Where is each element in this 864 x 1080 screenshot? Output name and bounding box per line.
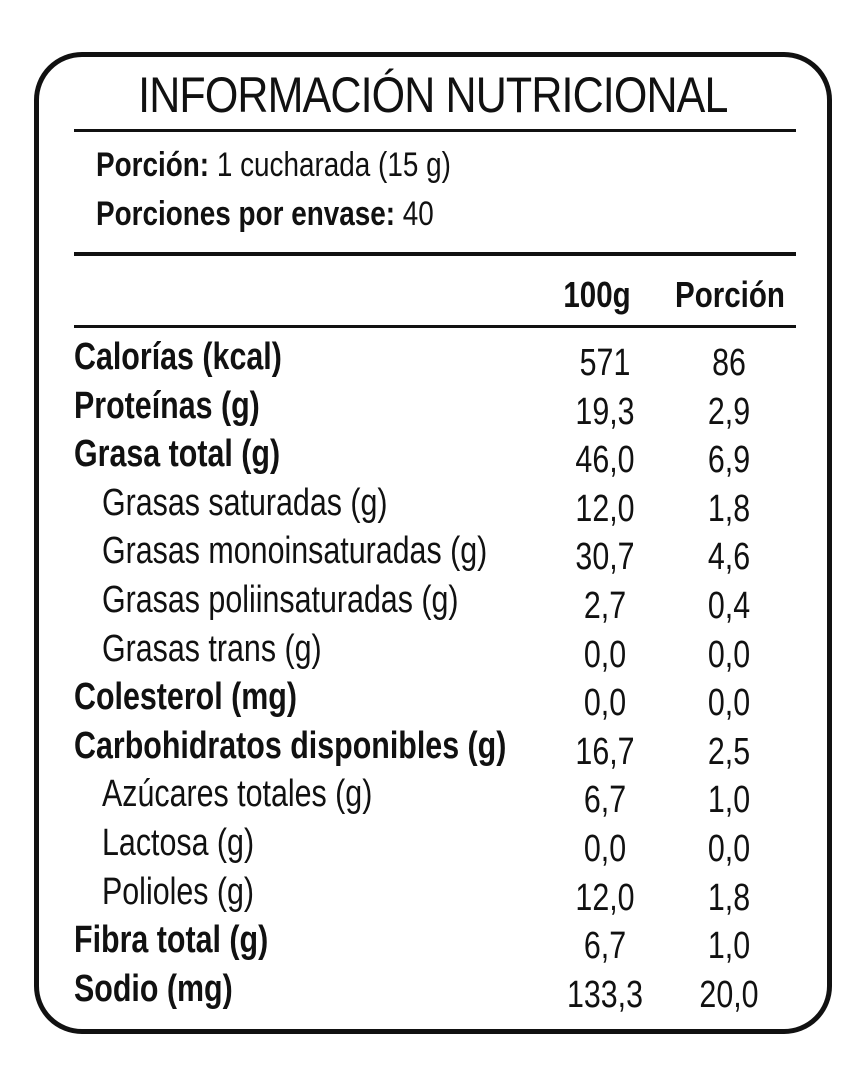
nutrient-row-lactose — [0, 820, 864, 869]
nutrient-row-protein — [0, 383, 864, 432]
nutrient-value-per-portion: 6,9 — [707, 439, 751, 482]
nutrient-value-per-100g: 12,0 — [575, 876, 635, 919]
nutrient-name: Azúcares totales (g) — [102, 773, 373, 816]
nutrient-row-total-fiber — [0, 917, 864, 966]
nutrient-row-calories — [0, 334, 864, 383]
nutrient-row-monounsaturated-fat — [0, 528, 864, 577]
nutrient-value-per-100g: 0,0 — [583, 827, 627, 870]
nutrient-value-per-100g: 16,7 — [575, 730, 635, 773]
nutrient-name: Lactosa (g) — [102, 821, 255, 864]
serving-size-label: Porción: — [96, 146, 210, 184]
nutrient-row-sodium — [0, 966, 864, 1015]
servings-per-container-value: 40 — [402, 195, 434, 233]
nutrient-name: Grasas poliinsaturadas (g) — [102, 578, 459, 621]
nutrient-value-per-portion: 1,8 — [707, 487, 751, 530]
nutrient-row-total-sugars — [0, 771, 864, 820]
nutrient-name: Proteínas (g) — [74, 384, 260, 427]
nutrient-value-per-100g: 6,7 — [583, 779, 627, 822]
nutrient-row-available-carbohydrates — [0, 723, 864, 772]
nutrient-name: Grasas trans (g) — [102, 627, 322, 670]
column-header-per-portion: Porción — [675, 274, 785, 315]
nutrient-row-polyunsaturated-fat — [0, 577, 864, 626]
nutrient-name: Grasa total (g) — [74, 433, 281, 476]
nutrient-value-per-portion: 1,0 — [707, 925, 751, 968]
nutrient-table — [0, 334, 864, 1014]
nutrient-value-per-portion: 0,0 — [707, 827, 751, 870]
nutrient-value-per-100g: 0,0 — [583, 633, 627, 676]
nutrient-row-cholesterol — [0, 674, 864, 723]
nutrient-row-trans-fat — [0, 626, 864, 675]
nutrient-value-per-100g: 19,3 — [575, 390, 635, 433]
nutrient-name: Polioles (g) — [102, 870, 255, 913]
nutrient-row-polyols — [0, 869, 864, 918]
nutrient-value-per-100g: 2,7 — [583, 584, 627, 627]
nutrient-row-saturated-fat — [0, 480, 864, 529]
column-header-per-100g: 100g — [563, 274, 631, 315]
nutrient-value-per-portion: 1,0 — [707, 779, 751, 822]
nutrient-value-per-portion: 0,0 — [707, 682, 751, 725]
nutrient-value-per-portion: 2,5 — [707, 730, 751, 773]
servings-per-container-line — [96, 194, 434, 234]
serving-size-value: 1 cucharada (15 g) — [216, 146, 451, 184]
nutrient-value-per-portion: 2,9 — [707, 390, 751, 433]
nutrient-value-per-100g: 133,3 — [566, 973, 644, 1016]
nutrient-name: Grasas saturadas (g) — [102, 481, 388, 524]
title-divider — [74, 129, 796, 132]
nutrient-value-per-100g: 12,0 — [575, 487, 635, 530]
nutrient-value-per-portion: 0,0 — [707, 633, 751, 676]
serving-divider — [74, 252, 796, 256]
nutrient-name: Grasas monoinsaturadas (g) — [102, 530, 488, 573]
nutrient-name: Calorías (kcal) — [74, 336, 282, 378]
nutrient-value-per-100g: 571 — [579, 342, 631, 384]
nutrient-name: Sodio (mg) — [74, 967, 233, 1010]
serving-size-line — [96, 145, 451, 185]
nutrient-value-per-portion: 1,8 — [707, 876, 751, 919]
label-title: INFORMACIÓN NUTRICIONAL — [138, 67, 728, 123]
nutrient-value-per-100g: 46,0 — [575, 439, 635, 482]
nutrient-value-per-portion: 20,0 — [699, 973, 759, 1016]
nutrient-value-per-portion: 86 — [712, 342, 746, 384]
header-divider — [74, 325, 796, 328]
nutrient-row-total-fat — [0, 431, 864, 480]
nutrient-name: Carbohidratos disponibles (g) — [74, 724, 507, 767]
servings-per-container-label: Porciones por envase: — [96, 195, 396, 233]
nutrient-value-per-100g: 6,7 — [583, 925, 627, 968]
nutrient-name: Colesterol (mg) — [74, 676, 297, 719]
nutrient-value-per-portion: 0,4 — [707, 584, 751, 627]
nutrient-value-per-100g: 30,7 — [575, 536, 635, 579]
nutrient-value-per-100g: 0,0 — [583, 682, 627, 725]
nutrient-value-per-portion: 4,6 — [707, 536, 751, 579]
nutrient-name: Fibra total (g) — [74, 919, 269, 962]
